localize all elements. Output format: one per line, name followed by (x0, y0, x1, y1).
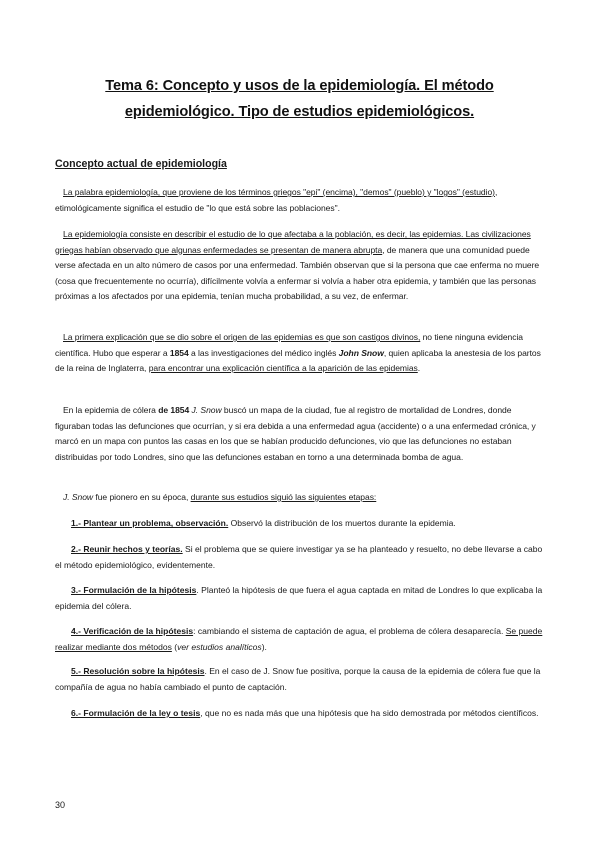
step-5-text: . En el caso de J. Snow fue positiva, porque la causa de la epidemia de cólera fue que la compañía de agua no había cambiado el punto de captación. (55, 666, 541, 692)
paragraph-4-text-2: buscó un mapa de la ciudad, fue al registro de mortalidad de Londres, donde figuraban todas las defunciones que ocurrían, y si era debida a una enfermedad agua (accidente) o a una enfermedad crónica, y marcó en un mapa con puntos las casas en los que se habían producido defunciones, vio que las defunciones no estaban distribuidas por todo Londres, sino que las defunciones estaban en torno a una determinada bomba de agua. (55, 405, 536, 462)
step-6-text: , que no es nada más que una hipótesis que ha sido demostrada por métodos científicos. (200, 708, 539, 718)
step-3-label: 3.- Formulación de la hipótesis (71, 585, 197, 595)
paragraph-3 (55, 330, 545, 377)
step-1 (55, 516, 545, 532)
step-5 (55, 664, 545, 695)
page-title (40, 73, 559, 125)
page-number: 30 (55, 800, 66, 810)
paragraph-4-name: J. Snow (189, 405, 222, 415)
paragraph-5-text: fue pionero en su época, (93, 492, 191, 502)
step-4-underlined: Se puede realizar mediante dos métodos (55, 626, 543, 652)
paragraph-2 (55, 227, 545, 305)
paragraph-1 (55, 185, 545, 216)
section-heading: Concepto actual de epidemiología (55, 158, 227, 170)
paragraph-3-text-3: , quien aplicaba la anestesia de los partos de la reina de Inglaterra, (55, 347, 541, 374)
step-5-label: 5.- Resolución sobre la hipótesis (71, 666, 205, 676)
step-4-italic: ver estudios analíticos (177, 641, 262, 652)
paragraph-5-underlined: durante sus estudios siguió las siguientes etapas: (190, 492, 377, 502)
step-4 (55, 624, 545, 655)
paragraph-5 (55, 490, 545, 506)
paragraph-4-text-1: En la epidemia de cólera (63, 405, 159, 415)
step-2-label: 2.- Reunir hechos y teorías. (71, 544, 183, 554)
paragraph-3-underlined-1: La primera explicación que se dio sobre el origen de las epidemias es que son castigos divinos, (63, 332, 421, 342)
title-line-1: Tema 6: Concepto y usos de la epidemiología. El método (105, 78, 494, 94)
paragraph-1-underlined: La palabra epidemiología, que proviene de los términos griegos "epi" (encima), "demos" (pueblo) y "logos" (estudio) (63, 187, 495, 197)
paragraph-3-name: John Snow (338, 347, 384, 358)
paragraph-3-text-2: a las investigaciones del médico inglés (188, 347, 339, 358)
paragraph-3-text-4: . (417, 363, 421, 374)
paragraph-1-text: , etimológicamente significa el estudio de "lo que está sobre las poblaciones". (55, 187, 498, 213)
paragraph-3-year: 1854 (169, 347, 189, 358)
title-line-2: epidemiológico. Tipo de estudios epidemiológicos. (124, 104, 475, 120)
step-2 (55, 542, 545, 573)
step-1-text: Observó la distribución de los muertos durante la epidemia. (228, 518, 456, 528)
paragraph-4-year: de 1854 (158, 405, 190, 415)
step-1-label: 1.- Plantear un problema, observación. (71, 518, 229, 528)
paragraph-2-text: , de manera que una comunidad puede verse afectada en un alto número de casos por una enfermedad. También observan que si la persona que cae enferma no muere (cosa que frecuentemente no ocurría), difícilmente volvía a enfermar si volvía a haber otra epidemia, y también que las personas próximas a los afectados por una epidemia, tenían mucha probabilidad, a su vez, de enfermar. (55, 244, 540, 302)
step-2-text: Si el problema que se quiere investigar ya se ha planteado y resuelto, no debe llevarse a cabo el método epidemiológico, evidentemente. (55, 544, 543, 570)
step-4-label: 4.- Verificación de la hipótesis (71, 626, 194, 636)
paragraph-2-underlined: La epidemiología consiste en describir el estudio de lo que afectaba a la población, es decir, las epidemias. Las civilizaciones griegas habían observado que algunas enfermedades se presentan de manera abrupta (55, 229, 531, 255)
paragraph-3-text-1: no tiene ninguna evidencia científica. Hubo que esperar a (55, 332, 524, 358)
step-6 (55, 706, 545, 722)
step-4-text: : cambiando el sistema de captación de agua, el problema de cólera desaparecía. (193, 626, 506, 636)
step-4-text-3: ). (261, 641, 267, 652)
step-3-text: . Planteó la hipótesis de que fuera el agua captada en mitad de Londres lo que explicaba la epidemia del cólera. (55, 585, 543, 611)
step-4-text-2: ( (171, 641, 178, 652)
paragraph-5-name: J. Snow (63, 492, 94, 502)
paragraph-4 (55, 403, 545, 465)
paragraph-3-underlined-2: para encontrar una explicación científica a la aparición de las epidemias (148, 363, 418, 374)
step-3 (55, 583, 545, 614)
step-6-label: 6.- Formulación de la ley o tesis (71, 708, 201, 718)
